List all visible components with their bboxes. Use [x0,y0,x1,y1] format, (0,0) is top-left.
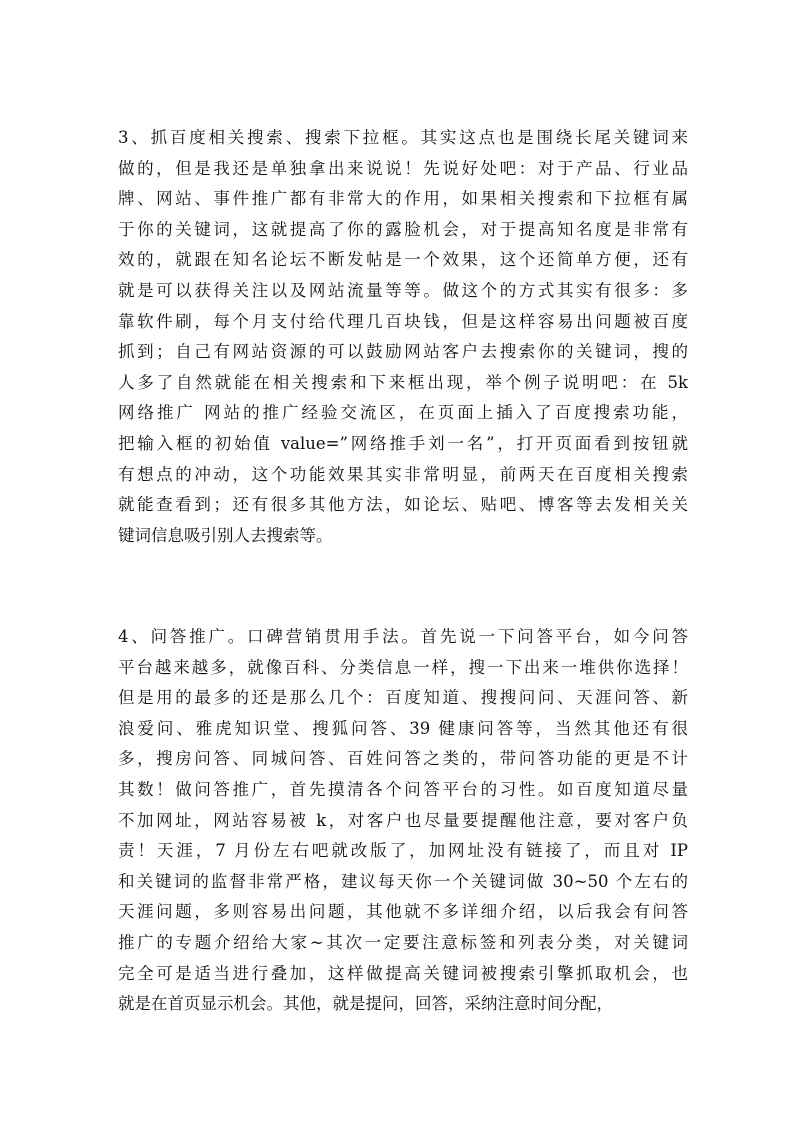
text-line: 完全可是适当进行叠加，这样做提高关键词被搜索引擎抓取机会，也 [118,963,688,983]
text-line: 就是可以获得关注以及网站流量等等。做这个的方式其实有很多：多 [118,280,688,300]
text-line: 但是用的最多的还是那么几个：百度知道、搜搜问问、天涯问答、新 [118,688,688,708]
text-line: 不加网址，网站容易被 k，对客户也尽量要提醒他注意，要对客户负 [118,810,688,830]
text-line: 靠软件刷，每个月支付给代理几百块钱，但是这样容易出问题被百度 [118,311,688,331]
text-line: 推广的专题介绍给大家~其次一定要注意标签和列表分类，对关键词 [118,932,688,952]
text-line: 就是在首页显示机会。其他，就是提问，回答，采纳注意时间分配， [118,994,613,1014]
text-line: 平台越来越多，就像百科、分类信息一样，搜一下出来一堆供你选择！ [118,657,688,677]
text-line: 键词信息吸引别人去搜索等。 [118,525,333,545]
text-line: 网络推广 网站的推广经验交流区，在页面上插入了百度搜索功能， [118,403,688,423]
text-line: 4、问答推广。口碑营销贯用手法。首先说一下问答平台，如今问答 [118,627,688,646]
text-line: 3、抓百度相关搜索、搜索下拉框。其实这点也是围绕长尾关键词来 [118,128,688,147]
text-line: 抓到；自己有网站资源的可以鼓励网站客户去搜索你的关键词，搜的 [118,342,688,362]
text-line: 把输入框的初始值 value=”网络推手刘一名”，打开页面看到按钮就 [118,433,688,453]
text-line: 责！天涯，7 月份左右吧就改版了，加网址没有链接了，而且对 IP [118,841,688,861]
text-line: 其数！做问答推广，首先摸清各个问答平台的习性。如百度知道尽量 [118,779,688,799]
text-line: 和关键词的监督非常严格，建议每天你一个关键词做 30~50 个左右的 [118,871,688,891]
text-line: 天涯问题，多则容易出问题，其他就不多详细介绍，以后我会有问答 [118,902,688,922]
text-line: 牌、网站、事件推广都有非常大的作用，如果相关搜索和下拉框有属 [118,189,688,209]
paragraph-section-4 [118,622,688,1020]
text-line: 就能查看到；还有很多其他方法，如论坛、贴吧、博客等去发相关关 [118,495,688,515]
text-line: 做的，但是我还是单独拿出来说说！先说好处吧：对于产品、行业品 [118,158,688,178]
text-line: 有想点的冲动，这个功能效果其实非常明显，前两天在百度相关搜索 [118,464,688,484]
text-line: 多，搜房问答、同城问答、百姓问答之类的，带问答功能的更是不计 [118,749,688,769]
text-line: 人多了自然就能在相关搜索和下来框出现，举个例子说明吧：在 5k [118,372,688,392]
text-line: 浪爱问、雅虎知识堂、搜狐问答、39 健康问答等，当然其他还有很 [118,718,688,738]
paragraph-section-3 [118,123,688,551]
text-line: 效的，就跟在知名论坛不断发帖是一个效果，这个还简单方便，还有 [118,250,688,270]
text-line: 于你的关键词，这就提高了你的露脸机会，对于提高知名度是非常有 [118,219,688,239]
